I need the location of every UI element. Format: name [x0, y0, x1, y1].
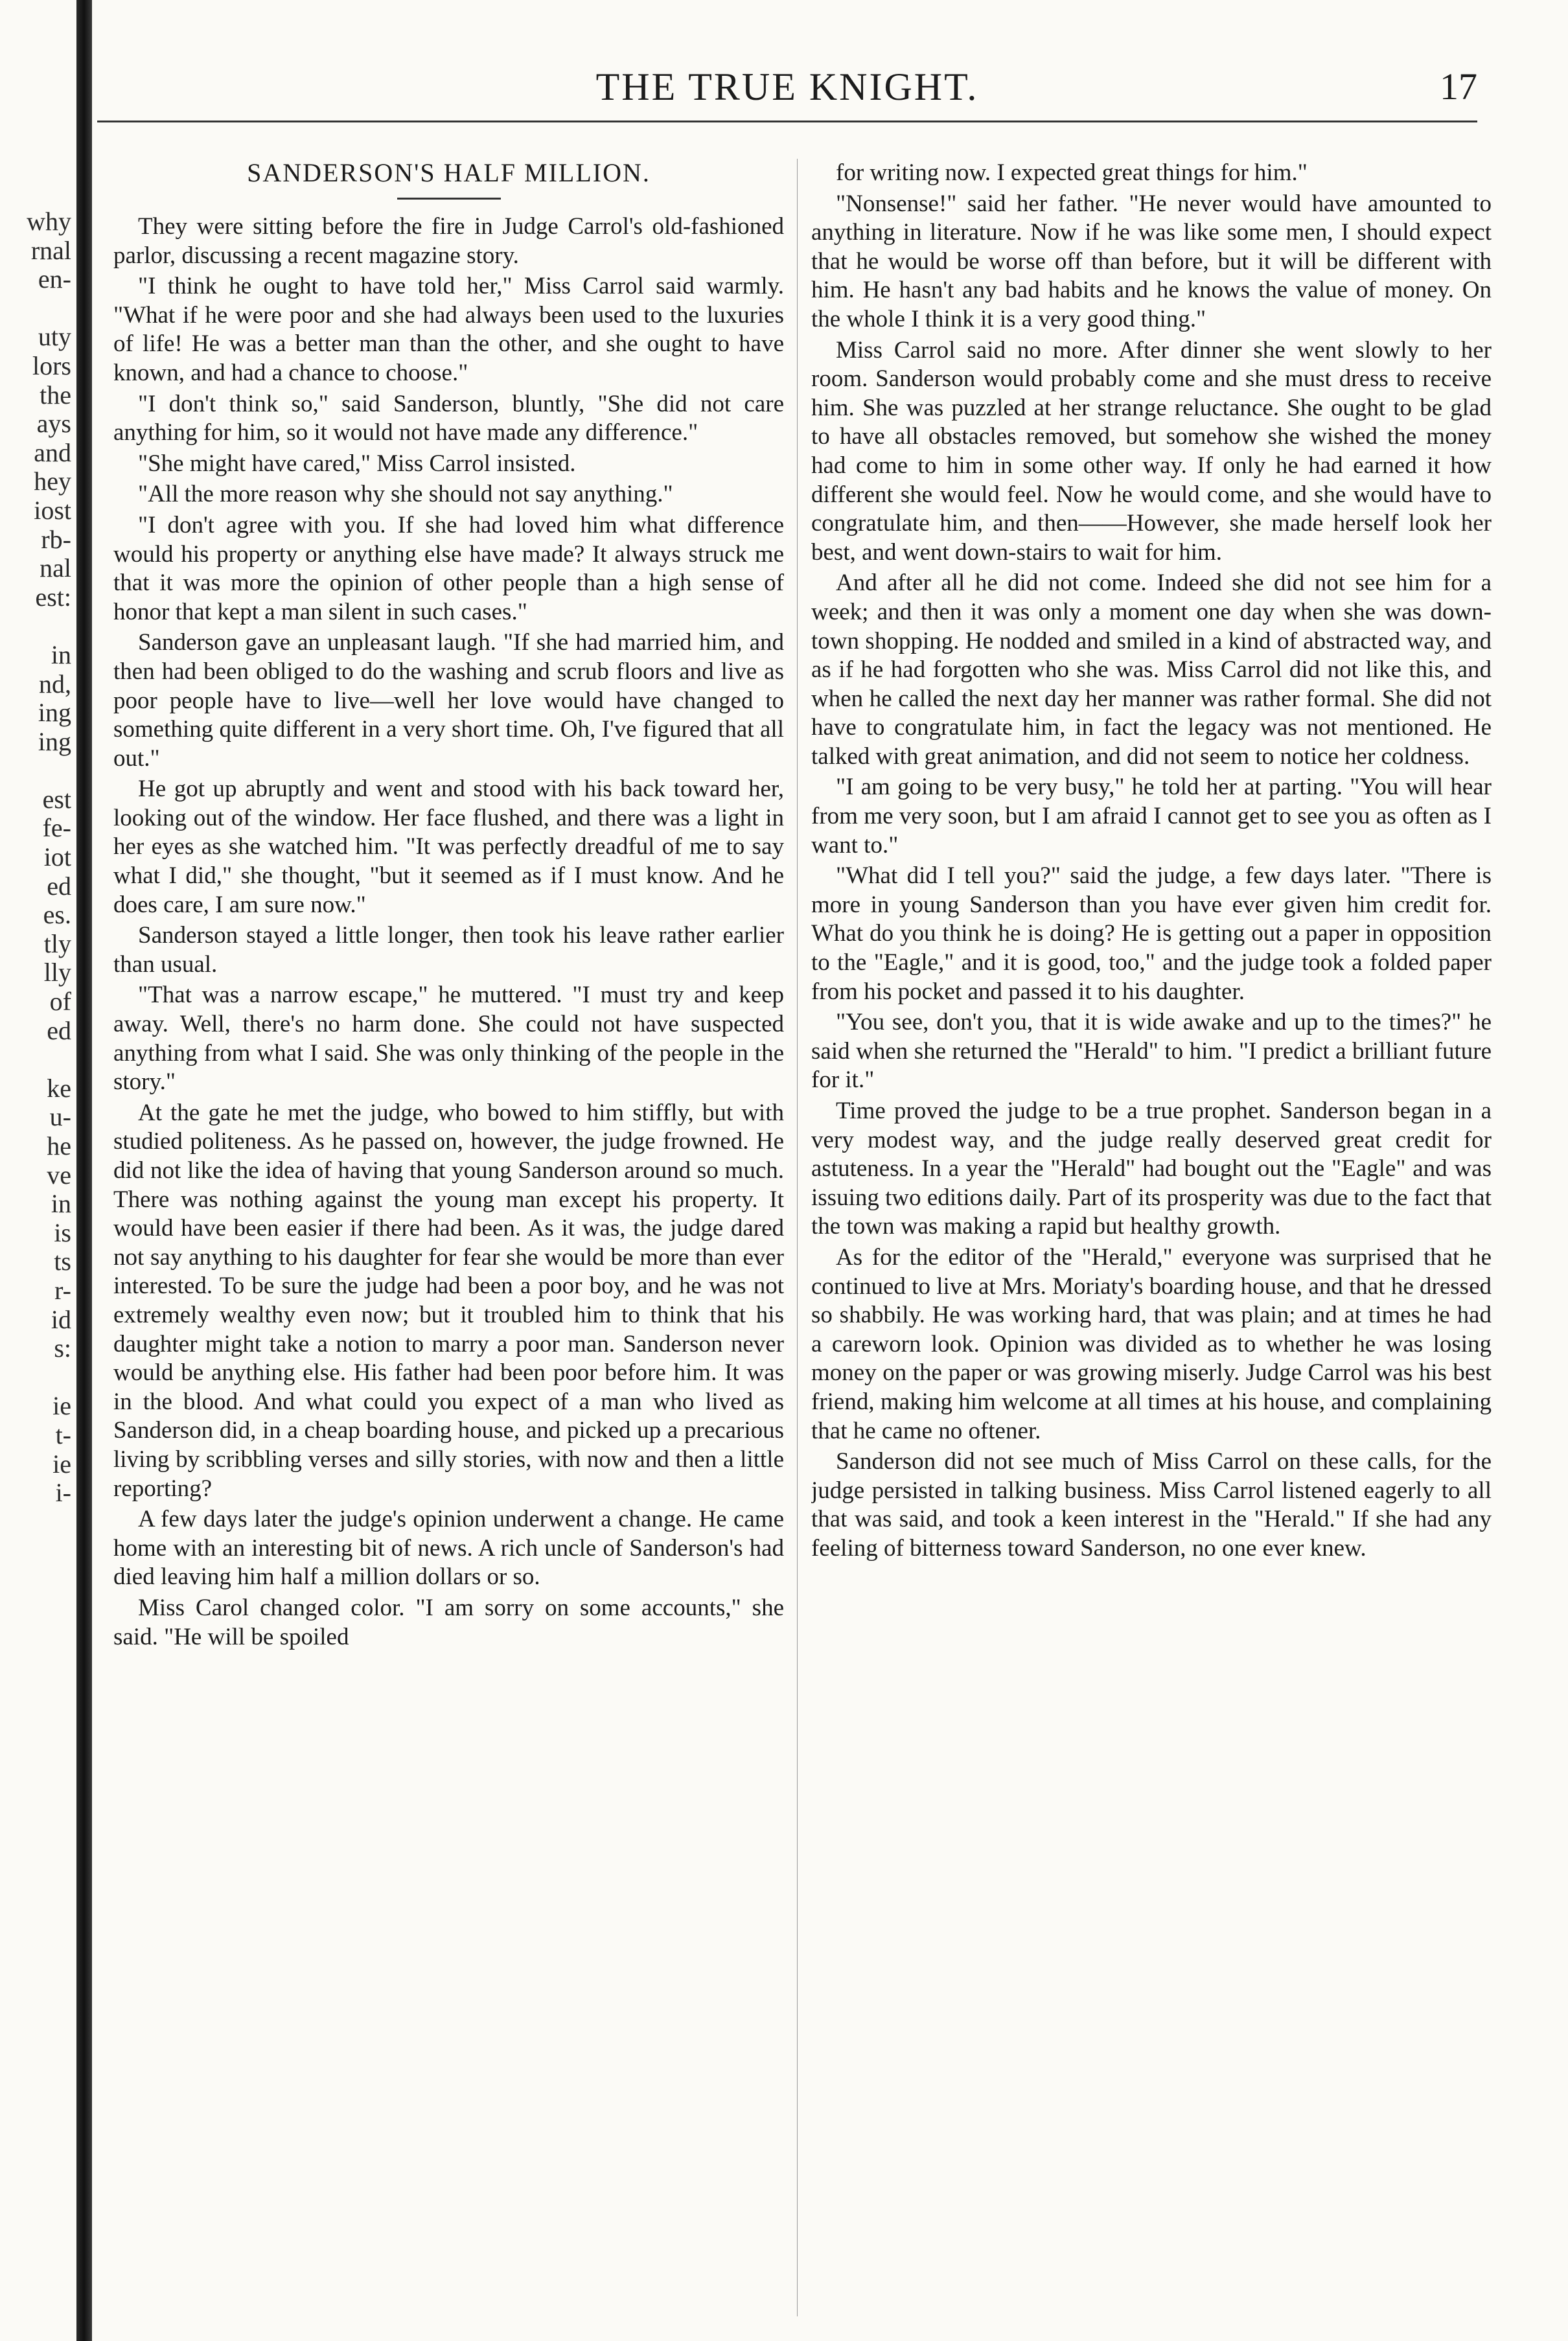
margin-fragment: u-	[49, 1102, 71, 1132]
margin-fragment: why	[27, 207, 71, 236]
story-paragraph: "All the more reason why she should not say anything."	[138, 481, 673, 508]
margin-fragment	[0, 756, 71, 785]
margin-fragment: uty	[38, 322, 71, 352]
margin-fragment: nal	[40, 553, 71, 583]
margin-fragment: ed	[47, 1015, 71, 1045]
story-paragraph: As for the editor of the "Herald," everyone was surprised that he continued to live at Mrs. Moriaty's boarding house, and that he dressed so shabbily. He was working hard, that was plain; and at times he had a careworn look. Opinion was divided as to whether he was losing money on the paper or was growing miserly. Judge Carrol was his best friend, making him welcome at all times at his house, and complaining that he came no oftener.	[811, 1243, 1492, 1444]
margin-fragment: nd,	[39, 669, 71, 698]
margin-fragment: ke	[47, 1073, 71, 1103]
margin-fragment: est:	[35, 582, 71, 612]
column-divider	[797, 159, 798, 2316]
story-paragraph: "She might have cared," Miss Carrol insisted.	[138, 450, 576, 477]
margin-fragment: r-	[54, 1275, 71, 1305]
margin-fragment: i-	[55, 1478, 71, 1508]
margin-fragment: ie	[52, 1391, 71, 1421]
title-rule	[397, 198, 501, 200]
story-paragraph: He got up abruptly and went and stood with his back toward her, looking out of the window. Her face flushed, and there was a light in her eyes as she watched him. "It was perfectly dreadful of me to say what I did," she thought, "but it seemed as if I must know. And he does care, I am sure now."	[113, 776, 784, 918]
story-paragraph: "I am going to be very busy," he told her at parting. "You will hear from me very soon, but I am afraid I cannot get to see you as often as I want to."	[811, 774, 1492, 859]
story-paragraph: Sanderson gave an unpleasant laugh. "If she had married him, and then had been obliged to do the washing and scrub floors and live as poor people have to live—well her love would have changed to something quite different in a very short time. Oh, I've figured that all out."	[113, 629, 784, 772]
story-paragraph: Miss Carrol said no more. After dinner she went slowly to her room. Sanderson would probably come and she must dress to receive him. She was puzzled at her strange reluctance. She ought to be glad to have all obstacles removed, but somehow she wished the money had come to him in some other way. If only he had earned it how different she would feel. Now he would come, and she would have to congratulate him, and then——However, she made herself look her best, and went down-stairs to wait for him.	[811, 336, 1492, 566]
story-paragraph: Miss Carol changed color. "I am sorry on some accounts," she said. "He will be spoiled	[113, 1594, 784, 1650]
margin-fragment	[0, 1363, 71, 1392]
margin-fragment: lors	[32, 351, 71, 380]
story-paragraph: At the gate he met the judge, who bowed to him stiffly, but with studied politeness. As he passed on, however, the judge frowned. He did not like the idea of having that young Sanderson around so much. There was nothing against the young man except his property. It would have been easier if there had been. As it was, the judge dared not say anything to his daughter for fear she would be more than ever interested. To be sure the judge had been a poor boy, and he was not extremely wealthy even now; but it troubled him to think that his daughter might take a notion to marry a poor man. Sanderson never would be anything else. His father had been poor before him. It was in the blood. And what could you expect of a man who lived as Sanderson did, in a cheap boarding house, and picked up a precarious living by scribbling verses and silly stories, with now and then a little reporting?	[113, 1099, 784, 1502]
margin-fragment: rb-	[41, 524, 71, 554]
adjacent-page-fragments	[0, 207, 71, 1508]
margin-fragment	[0, 612, 71, 641]
margin-fragment: ing	[38, 698, 71, 728]
margin-fragment: fe-	[42, 813, 71, 843]
left-column	[113, 159, 784, 2316]
margin-fragment: ve	[47, 1160, 71, 1190]
margin-fragment: ie	[52, 1449, 71, 1479]
margin-fragment	[0, 294, 71, 323]
margin-fragment: tly	[43, 928, 71, 958]
margin-fragment: iost	[34, 495, 71, 525]
margin-fragment: s:	[54, 1333, 71, 1363]
story-paragraph: And after all he did not come. Indeed she did not see him for a week; and then it was only a moment one day when she was down-town shopping. He nodded and smiled in a kind of abstracted way, and as if he had forgotten who she was. Miss Carrol did not like this, and when he called the next day her manner was rather formal. She did not have to congratulate him, in fact the legacy was not mentioned. He talked with great animation, and did not seem to notice her coldness.	[811, 570, 1492, 770]
story-paragraph: Sanderson did not see much of Miss Carrol on these calls, for the judge persisted in talking business. Miss Carrol listened eagerly to all that was said, and took a keen interest in the "Herald." If she had any feeling of bitterness toward Sanderson, no one ever knew.	[811, 1448, 1492, 1562]
margin-fragment: in	[51, 640, 71, 669]
margin-fragment: iot	[43, 842, 71, 872]
margin-fragment: en-	[38, 264, 71, 294]
margin-fragment	[0, 1045, 71, 1074]
story-paragraph: They were sitting before the fire in Judge Carrol's old-fashioned parlor, discussing a recent magazine story.	[113, 213, 784, 269]
story-paragraph: "That was a narrow escape," he muttered. "I must try and keep away. Well, there's no harm done. She could not have suspected anything from what I said. She was only thinking of the people in the story."	[113, 982, 784, 1096]
story-paragraph: "What did I tell you?" said the judge, a few days later. "There is more in young Sanderson than you have ever given him credit for. What do you think he is doing? He is getting out a paper in opposition to the "Eagle," and it is good, too," and the judge took a folded paper from his pocket and passed it to his daughter.	[811, 862, 1492, 1005]
margin-fragment: hey	[34, 467, 71, 496]
header-rule	[97, 121, 1477, 122]
margin-fragment: in	[51, 1189, 71, 1219]
story-paragraph: "I don't think so," said Sanderson, bluntly, "She did not care anything for him, so it would not have made any difference."	[113, 390, 784, 446]
story-paragraph: A few days later the judge's opinion underwent a change. He came home with an interesting bit of news. A rich uncle of Sanderson's had died leaving him half a million dollars or so.	[113, 1506, 784, 1591]
story-paragraph: "I think he ought to have told her," Miss Carrol said warmly. "What if he were poor and she had always been used to the luxuries of life! He was a better man than the other, and she ought to have known, and had a chance to choose."	[113, 273, 784, 386]
running-head: THE TRUE KNIGHT.	[595, 65, 979, 108]
binding-gutter	[76, 0, 92, 2341]
story-paragraph: for writing now. I expected great things for him."	[836, 159, 1308, 186]
margin-fragment: ing	[38, 726, 71, 756]
margin-fragment: id	[51, 1304, 71, 1334]
story-title: SANDERSON'S HALF MILLION.	[247, 159, 651, 187]
margin-fragment: ed	[47, 871, 71, 901]
margin-fragment: and	[34, 437, 71, 467]
margin-fragment: t-	[55, 1420, 71, 1449]
page-header	[97, 58, 1477, 130]
margin-fragment: of	[49, 987, 71, 1017]
story-paragraph: "I don't agree with you. If she had loved him what difference would his property or anything else have made? It always struck me that it was more the opinion of other people than a high sense of honor that kept a man silent in such cases."	[113, 511, 784, 625]
story-paragraph: Time proved the judge to be a true prophet. Sanderson began in a very modest way, and the judge really deserved great credit for astuteness. In a year the "Herald" had bought out the "Eagle" and was issuing two editions daily. Part of its prosperity was due to the fact that the town was making a rapid but healthy growth.	[811, 1098, 1492, 1240]
story-paragraph: "You see, don't you, that it is wide awake and up to the times?" he said when she returned the "Herald" to him. "I predict a brilliant future for it."	[811, 1009, 1492, 1094]
margin-fragment: ts	[54, 1247, 71, 1276]
story-paragraph: "Nonsense!" said her father. "He never would have amounted to anything in literature. Now if he was like some men, I should expect that he would be worse off than before, but it will be different with him. He hasn't any bad habits and he knows the value of money. On the whole I think it is a very good thing."	[811, 190, 1492, 332]
margin-fragment: he	[47, 1131, 71, 1160]
page-number: 17	[1440, 65, 1477, 108]
right-column	[811, 159, 1492, 2316]
margin-fragment: ays	[36, 409, 71, 439]
margin-fragment: lly	[43, 958, 71, 987]
story-paragraph: Sanderson stayed a little longer, then took his leave rather earlier than usual.	[113, 922, 784, 978]
margin-fragment: rnal	[30, 235, 71, 265]
margin-fragment: est	[42, 784, 71, 814]
margin-fragment: is	[54, 1217, 71, 1247]
margin-fragment: es.	[43, 900, 71, 930]
margin-fragment: the	[40, 380, 71, 409]
